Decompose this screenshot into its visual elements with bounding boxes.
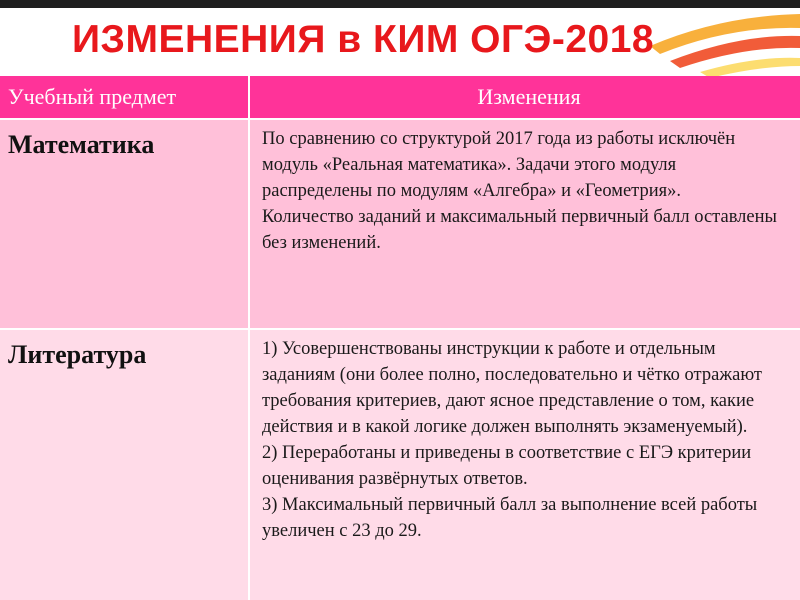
change-text: Количество заданий и максимальный первичный балл оставлены без изменений. xyxy=(262,207,777,253)
table-row xyxy=(0,119,800,329)
changes-cell xyxy=(249,119,800,329)
page-title: ИЗМЕНЕНИЯ в КИМ ОГЭ-2018 xyxy=(72,18,655,61)
change-text: 3) Максимальный первичный балл за выполнение всей работы увеличен с 23 до 29. xyxy=(262,495,758,541)
table-header-row xyxy=(0,76,800,119)
header-subject: Учебный предмет xyxy=(0,76,249,119)
table-row xyxy=(0,329,800,600)
decorative-swoosh xyxy=(630,6,800,78)
change-text: 1) Усовершенствованы инструкции к работе и отдельным заданиям (они более полно, последовательно и чётко отражают требования критериев, дают ясное представление о том, какие действия и в какой логике должен выполнять экзаменуемый). xyxy=(262,339,762,437)
changes-table xyxy=(0,76,800,600)
changes-cell xyxy=(249,329,800,600)
header-changes: Изменения xyxy=(249,76,800,119)
subject-cell: Математика xyxy=(0,119,249,329)
subject-cell: Литература xyxy=(0,329,249,600)
change-text: 2) Переработаны и приведены в соответствие с ЕГЭ критерии оценивания развёрнутых ответов. xyxy=(262,443,752,489)
change-text: По сравнению со структурой 2017 года из работы исключён модуль «Реальная математика». Задачи этого модуля распределены по модулям «Алгебра» и «Геометрия». xyxy=(262,129,736,201)
